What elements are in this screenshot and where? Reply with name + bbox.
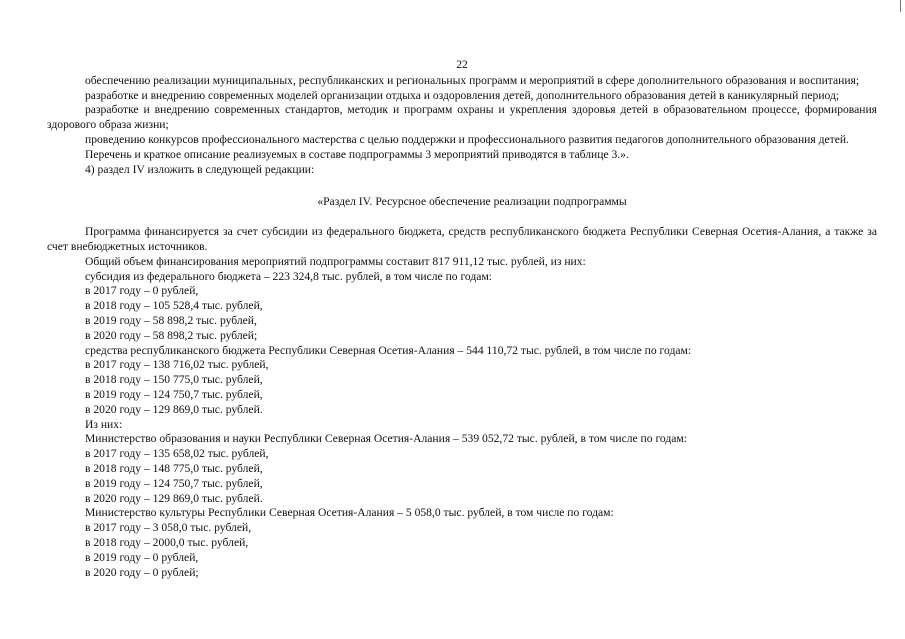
paragraph-health-standards: разработке и внедрению современных стандартов, методик и программ охраны и укрепления здоровья детей в образовательном процессе, формирования здорового образа жизни; <box>47 103 877 132</box>
paragraph-additional-education: обеспечению реализации муниципальных, республиканских и региональных программ и мероприятий в сфере дополнительного образования и воспитания; <box>85 73 860 87</box>
line-federal-subsidy: субсидия из федерального бюджета – 223 324,8 тыс. рублей, в том числе по годам: <box>85 269 492 283</box>
line-ministry-education: Министерство образования и науки Республики Северная Осетия-Алания – 539 052,72 тыс. рублей, в том числе по годам: <box>85 432 687 446</box>
line-federal-2019: в 2019 году – 58 898,2 тыс. рублей, <box>85 313 257 327</box>
line-total-financing: Общий объем финансирования мероприятий подпрограммы составит 817 911,12 тыс. рублей, из них: <box>85 254 586 268</box>
document-page <box>47 58 877 580</box>
line-education-2018: в 2018 году – 148 775,0 тыс. рублей, <box>85 461 263 475</box>
line-republican-2019: в 2019 году – 124 750,7 тыс. рублей, <box>85 387 263 401</box>
paragraph-table-reference: Перечень и краткое описание реализуемых в составе подпрограммы 3 мероприятий приводятся в таблице 3.». <box>85 147 629 161</box>
paragraph-vacation-models: разработке и внедрению современных моделей организации отдыха и оздоровления детей, дополнительного образования детей в каникулярный период; <box>85 88 840 102</box>
line-federal-2020: в 2020 году – 58 898,2 тыс. рублей; <box>85 328 258 342</box>
line-education-2017: в 2017 году – 135 658,02 тыс. рублей, <box>85 447 269 461</box>
line-culture-2019: в 2019 году – 0 рублей, <box>85 550 199 564</box>
line-republican-2017: в 2017 году – 138 716,02 тыс. рублей, <box>85 358 269 372</box>
line-culture-2018: в 2018 году – 2000,0 тыс. рублей, <box>85 535 249 549</box>
line-republican-budget: средства республиканского бюджета Республики Северная Осетия-Алания – 544 110,72 тыс. рублей, в том числе по годам: <box>85 343 692 357</box>
paragraph-section-instruction: 4) раздел IV изложить в следующей редакции: <box>85 162 315 176</box>
line-federal-2018: в 2018 году – 105 528,4 тыс. рублей, <box>85 299 263 313</box>
line-republican-2018: в 2018 году – 150 775,0 тыс. рублей, <box>85 373 263 387</box>
line-culture-2020: в 2020 году – 0 рублей; <box>85 565 199 579</box>
line-federal-2017: в 2017 году – 0 рублей, <box>85 284 199 298</box>
paragraph-competitions: проведению конкурсов профессионального мастерства с целью поддержки и профессионального развития педагогов дополнительного образования детей. <box>85 132 849 146</box>
line-culture-2017: в 2017 году – 3 058,0 тыс. рублей, <box>85 521 252 535</box>
line-republican-2020: в 2020 году – 129 869,0 тыс. рублей. <box>85 402 263 416</box>
paragraph-financing-intro: Программа финансируется за счет субсидии из федерального бюджета, средств республиканского бюджета Республики Северная Осетия-Алания, а также за счет внебюджетных источников. <box>47 225 877 253</box>
line-education-2019: в 2019 году – 124 750,7 тыс. рублей, <box>85 476 263 490</box>
page-number: 22 <box>456 58 468 71</box>
line-ministry-culture: Министерство культуры Республики Северная Осетия-Алания – 5 058,0 тыс. рублей, в том числе по годам: <box>85 506 614 520</box>
line-of-which: Из них: <box>85 417 123 431</box>
corner-mark <box>900 0 901 12</box>
section-heading: «Раздел IV. Ресурсное обеспечение реализации подпрограммы <box>317 195 627 209</box>
line-education-2020: в 2020 году – 129 869,0 тыс. рублей. <box>85 491 263 505</box>
